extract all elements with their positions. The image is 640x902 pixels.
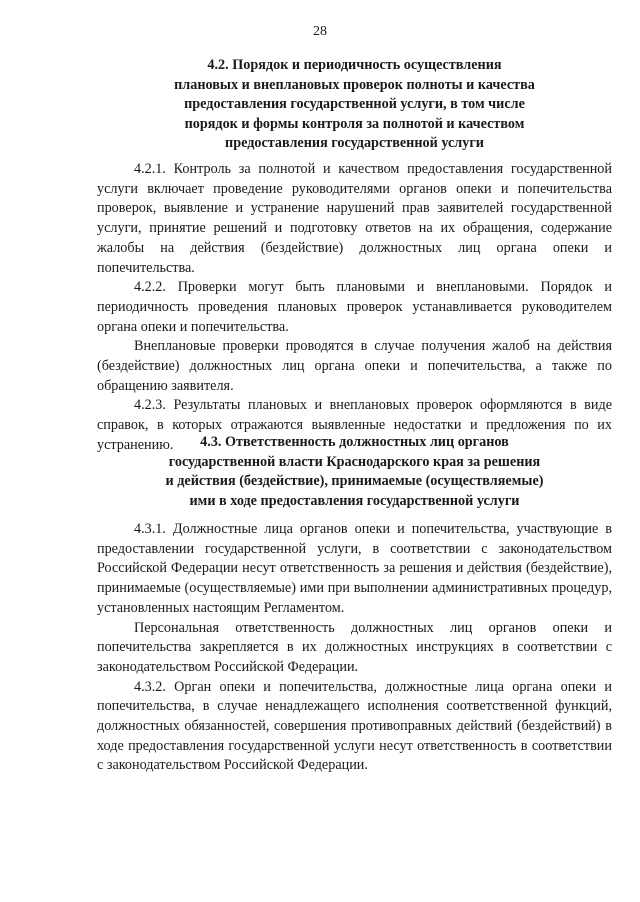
heading-line: ими в ходе предоставления государственной услуги (189, 492, 520, 509)
section-4-3-heading (97, 433, 612, 511)
heading-line: 4.2. Порядок и периодичность осуществления (207, 57, 502, 73)
section-4-2-heading (97, 56, 612, 154)
paragraph-personal-responsibility: Персональная ответственность должностных лиц органов опеки и попечительства закрепляется в их должностных инструкциях в соответствии с законодательством Российской Федерации. (97, 619, 612, 675)
paragraph-4-2-2: 4.2.2. Проверки могут быть плановыми и внеплановыми. Порядок и периодичность проведения плановых проверок устанавливается руководителем органа опеки и попечительства. (97, 279, 612, 335)
heading-line: 4.3. Ответственность должностных лиц органов (200, 434, 509, 450)
heading-line: плановых и внеплановых проверок полноты и качества (174, 76, 535, 93)
paragraph-4-3-1: 4.3.1. Должностные лица органов опеки и попечительства, участвующие в предоставлении государственной услуги, в соответствии с законодательством Российской Федерации несут ответственность за решения и действия (бездействие), принимаемые (осуществляемые) ими при выполнении административных процедур, установленных настоящим Регламентом. (97, 521, 612, 616)
heading-line: государственной власти Краснодарского края за решения (168, 453, 541, 470)
heading-line: порядок и формы контроля за полнотой и качеством (184, 115, 525, 132)
paragraph-4-2-1: 4.2.1. Контроль за полнотой и качеством предоставления государственной услуги включает проведение руководителями органов опеки и попечительства проверок, выявление и устранение нарушений прав заявителей государственной услуги, принятие решений и подготовку ответов на их обращения, содержание жалобы на действия (бездействие) должностных лиц органа опеки и попечительства. (97, 161, 612, 276)
paragraph-unscheduled-checks: Внеплановые проверки проводятся в случае получения жалоб на действия (бездействие) должностных лиц органа опеки и попечительства, а также по обращению заявителя. (97, 338, 612, 394)
paragraph-4-2-3: 4.2.3. Результаты плановых и внеплановых проверок оформляются в виде справок, в которых отражаются выявленные недостатки и предложения по их устранению. (97, 397, 612, 453)
heading-line: предоставления государственной услуги, в том числе (184, 96, 525, 113)
section-4-2-body (97, 160, 612, 456)
paragraph-4-3-2: 4.3.2. Орган опеки и попечительства, должностные лица органа опеки и попечительства, в случае ненадлежащего исполнения соответственной функций, должностных обязанностей, совершения противоправных действий (бездействий) в ходе предоставления государственной услуги несут ответственность в соответствии с законодательством Российской Федерации. (97, 678, 612, 774)
heading-line: предоставления государственной услуги (225, 135, 484, 152)
section-4-3-body (97, 520, 612, 776)
heading-line: и действия (бездействие), принимаемые (осуществляемые) (165, 473, 544, 490)
page-number: 28 (313, 24, 327, 39)
